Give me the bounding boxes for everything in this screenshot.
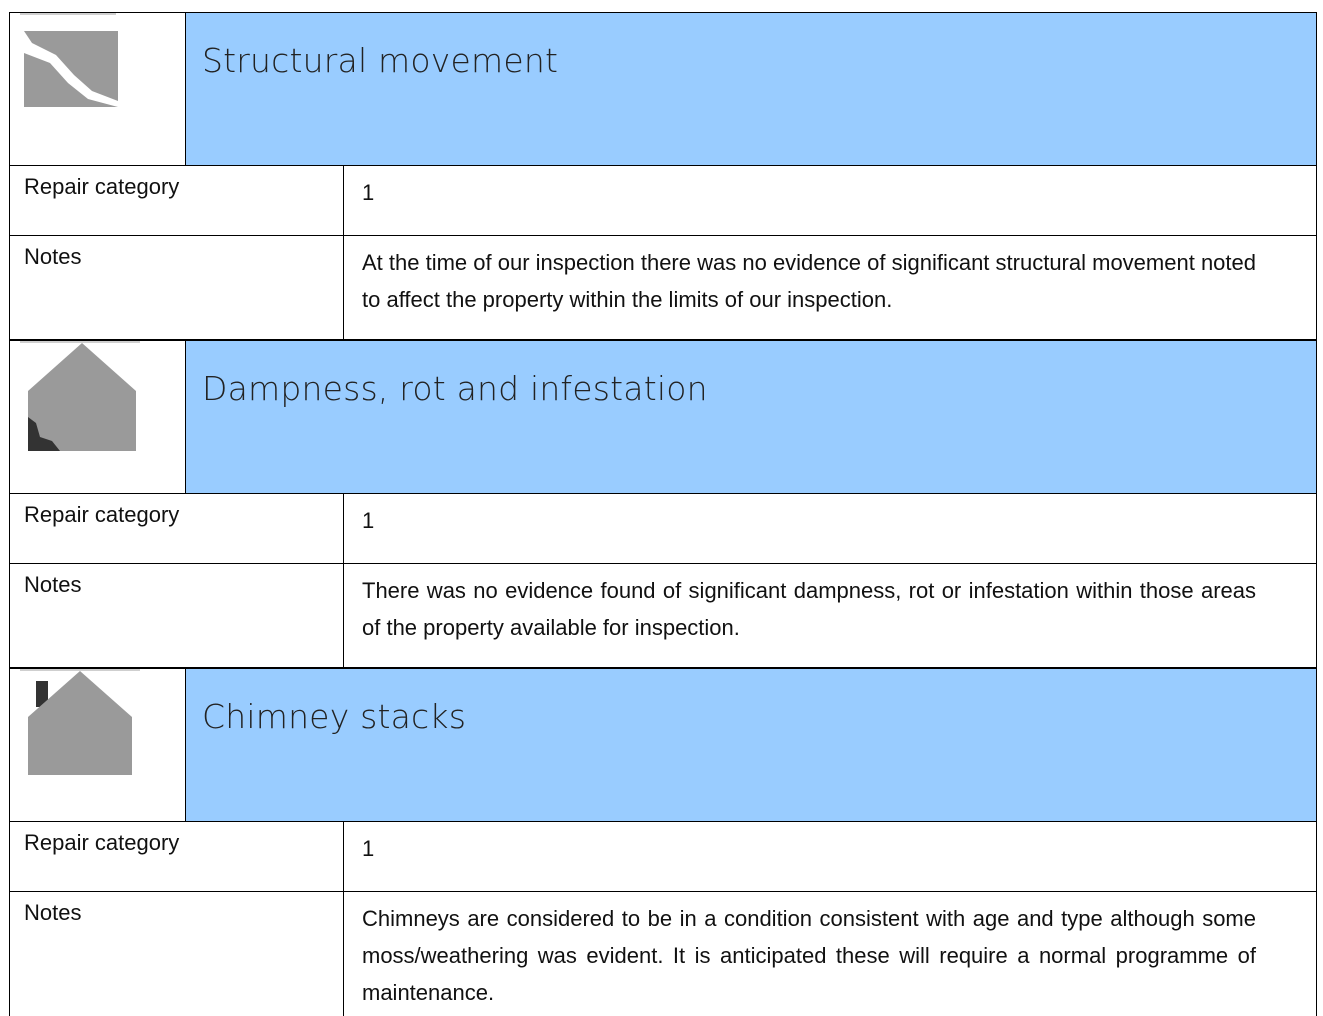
repair-category-row bbox=[9, 166, 1317, 236]
section-title-cell bbox=[186, 13, 1316, 165]
repair-category-label: Repair category bbox=[24, 502, 180, 527]
notes-row bbox=[9, 564, 1317, 668]
repair-category-label: Repair category bbox=[24, 174, 180, 199]
notes-text: Chimneys are considered to be in a condition consistent with age and type although some moss/weathering was evident. It is anticipated these will require a normal programme of maintenance. bbox=[362, 906, 1256, 1005]
notes-row bbox=[9, 236, 1317, 340]
notes-label: Notes bbox=[24, 900, 82, 925]
icon-cell bbox=[10, 13, 186, 165]
notes-label: Notes bbox=[24, 244, 82, 269]
damp-house-icon bbox=[10, 341, 186, 493]
section-title-cell bbox=[186, 341, 1316, 493]
repair-category-value: 1 bbox=[362, 836, 375, 861]
section-title-cell bbox=[186, 669, 1316, 821]
crack-wall-icon bbox=[10, 13, 186, 165]
section-header-structural-movement bbox=[9, 12, 1317, 166]
repair-category-label: Repair category bbox=[24, 830, 180, 855]
section-title: Chimney stacks bbox=[202, 697, 467, 736]
notes-row bbox=[9, 892, 1317, 1016]
section-header-chimney-stacks bbox=[9, 668, 1317, 822]
repair-category-value: 1 bbox=[362, 508, 375, 533]
section-header-dampness bbox=[9, 340, 1317, 494]
repair-category-row bbox=[9, 494, 1317, 564]
repair-category-value: 1 bbox=[362, 180, 375, 205]
section-title: Dampness, rot and infestation bbox=[202, 369, 708, 408]
chimney-house-icon bbox=[10, 669, 186, 821]
icon-cell bbox=[10, 669, 186, 821]
section-title: Structural movement bbox=[202, 41, 559, 80]
repair-category-row bbox=[9, 822, 1317, 892]
notes-label: Notes bbox=[24, 572, 82, 597]
icon-cell bbox=[10, 341, 186, 493]
notes-text: At the time of our inspection there was no evidence of significant structural movement noted to affect the property within the limits of our inspection. bbox=[362, 250, 1256, 312]
survey-report-page bbox=[9, 12, 1317, 1016]
notes-text: There was no evidence found of significant dampness, rot or infestation within those areas of the property available for inspection. bbox=[362, 578, 1256, 640]
